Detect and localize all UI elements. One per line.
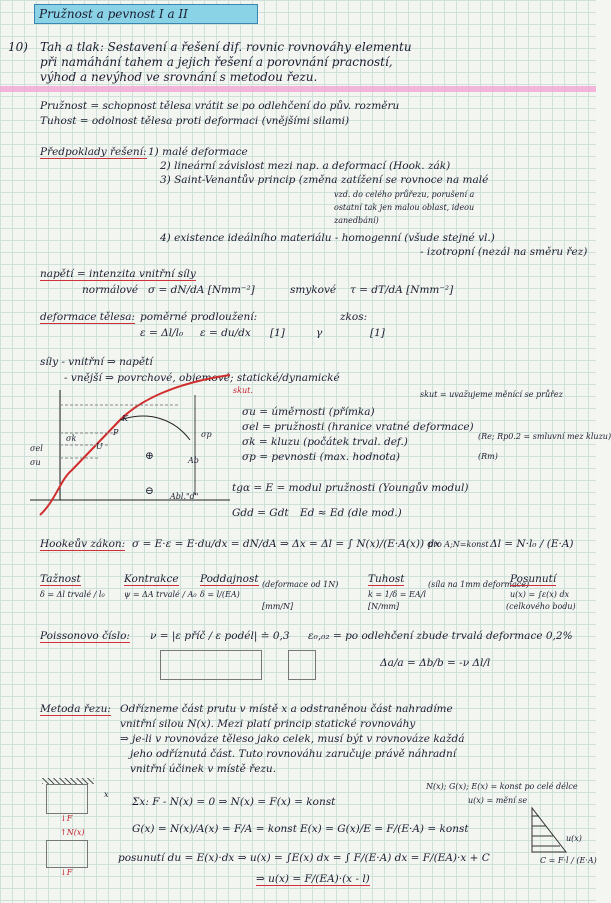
deformace-unit-2: [1] <box>370 327 385 339</box>
poisson-f2: Δa/a = Δb/b = -ν Δl/l <box>380 657 491 669</box>
box-note: (celkového bodu) <box>506 602 576 611</box>
metoda-eps: E(x) = G(x)/E = F/(E·A) = konst <box>300 823 469 835</box>
deformace-f2: ε = du/dx <box>200 327 251 339</box>
box-note: (síla na 1mm deformace) <box>428 580 530 589</box>
diagram-label-sk: σk <box>66 434 77 443</box>
diagram-rm: (Rm) <box>478 452 498 461</box>
sily-vnejsi: - vnější ⇒ povrchové, objemové; statické/dynamické <box>64 372 340 384</box>
metoda-side-note: N(x); G(x); E(x) = konst po celé délce <box>426 782 578 791</box>
metoda-sum: Σx: F - N(x) = 0 ⇒ N(x) = F(x) = konst <box>132 796 336 808</box>
box-formula: k = 1/δ = EA/l <box>368 590 426 599</box>
def-tuhost: Tuhost = odolnost tělesa proti deformaci (vnějšími silami) <box>40 115 350 127</box>
diagram-label-k: K <box>122 414 128 423</box>
diagram-edef: Ed ≈ Ed (dle mod.) <box>300 507 402 519</box>
napeti-normal-label: normálové <box>82 284 139 296</box>
box-formula: ψ = ΔA trvalé / A₀ <box>124 590 197 599</box>
metoda-line: vnitřní silou N(x). Mezi platí princip statické rovnováhy <box>120 718 416 730</box>
def-pruznost: Pružnost = schopnost tělesa vrátit se po odlehčení do pův. rozměru <box>40 100 400 112</box>
metoda-line: ⇒ je-li v rovnováze těleso jako celek, musí být v rovnováze každá <box>120 733 465 745</box>
metoda-line: vnitřní účinek v místě řezu. <box>130 763 277 775</box>
predpoklady-item: 1) malé deformace <box>148 146 248 158</box>
diagram-label-abl: Abl."d" <box>170 492 199 501</box>
deformace-unit-1: [1] <box>270 327 285 339</box>
fig-x: x <box>104 790 109 799</box>
predpoklady-item: 4) existence ideálního materiálu - homogenní (všude stejné vl.) <box>160 232 495 244</box>
question-number: 10) <box>8 40 28 54</box>
deformace-label: deformace tělesa: <box>40 311 136 323</box>
metoda-line: jeho odříznutá část. Tuto rovnováhu zaručuje právě náhradní <box>130 748 457 760</box>
predpoklady-label: Předpoklady řešení: <box>40 146 147 158</box>
diagram-re: (Re; Rp0.2 = smluvní mez kluzu) <box>478 432 611 441</box>
napeti-shear-formula: τ = dT/dA [Nmm⁻²] <box>350 284 454 296</box>
fig-force-down: ↓F <box>60 814 73 823</box>
diagram-point: σp = pevnosti (max. hodnota) <box>242 451 400 463</box>
hooke-pro: pro A;N=konst <box>428 540 489 549</box>
box-title: Poddajnost <box>200 573 259 585</box>
diagram-label-su: σu <box>30 458 41 467</box>
poisson-e002: ε₀,₀₂ = po odlehčení zbude trvalá deformace 0,2% <box>308 630 573 642</box>
poisson-label: Poissonovo číslo: <box>40 630 130 642</box>
fig-ux: u(x) <box>566 834 582 843</box>
box-unit: [N/mm] <box>368 602 400 611</box>
predpoklady-item: ostatní tak jen malou oblast, ideou <box>334 203 475 212</box>
metoda-label: Metoda řezu: <box>40 703 111 715</box>
predpoklady-item: vzd. do celého průřezu, porušení a <box>334 190 475 199</box>
diagram-minus: ⊖ <box>145 485 154 497</box>
diagram-tg: tgα = E = modul pružnosti (Youngův modul) <box>232 482 469 494</box>
metoda-side-note: u(x) = mění se <box>468 796 528 805</box>
diagram-skut-note: skut = uvažujeme měnící se průřez <box>420 390 563 399</box>
diagram-plus: ⊕ <box>145 450 154 462</box>
napeti-shear-label: smykové <box>290 284 337 296</box>
diagram-label-u: U <box>96 442 103 451</box>
metoda-posun2: ⇒ u(x) = F/(EA)·(x - l) <box>256 873 370 885</box>
deformace-f1: ε = Δl/l₀ <box>140 327 184 339</box>
metoda-posun1: posunutí du = E(x)·dx ⇒ u(x) = ∫E(x) dx = ∫ F/(E·A) dx = F/(EA)·x + C <box>118 852 490 864</box>
napeti-normal-formula: σ = dN/dA [Nmm⁻²] <box>148 284 255 296</box>
diagram-label-sp: σp <box>201 430 212 439</box>
diagram-point: σu = úměrnosti (přímka) <box>242 406 375 418</box>
fig-normal-force: ↑N(x) <box>60 828 85 837</box>
box-unit: [mm/N] <box>262 602 294 611</box>
box-note: (deformace od 1N) <box>262 580 339 589</box>
predpoklady-item: 2) lineární závislost mezi nap. a deformací (Hook. zák) <box>160 160 451 172</box>
diagram-label-p: P <box>113 428 119 437</box>
predpoklady-item: - izotropní (nezál na směru řez) <box>420 246 588 258</box>
fig-force-down-2: ↓F <box>60 868 73 877</box>
box-formula: δ = Δl trvalé / l₀ <box>40 590 105 599</box>
box-formula: u(x) = ∫ε(x) dx <box>510 590 570 599</box>
box-formula: δ = l/(EA) <box>200 590 240 599</box>
box-title: Tuhost <box>368 573 405 585</box>
hooke-formula: σ = E·ε = E·du/dx = dN/dA ⇒ Δx = Δl = ∫ N(x)/(E·A(x)) dx <box>132 538 441 550</box>
predpoklady-item: zanedbání) <box>334 216 379 225</box>
sily-vnitrni: síly - vnitřní ⇒ napětí <box>40 356 153 368</box>
hooke-dl: Δl = N·l₀ / (E·A) <box>490 538 574 550</box>
question-line-3: výhod a nevýhod ve srovnání s metodou řezu. <box>40 70 318 84</box>
deformace-gamma: γ <box>316 327 323 339</box>
question-line-2: při namáhání tahem a jejich řešení a porovnání pracností, <box>40 55 393 69</box>
diagram-label-ab: Ab <box>188 456 199 465</box>
diagram-point: σk = kluzu (počátek trval. def.) <box>242 436 408 448</box>
page-title: Pružnost a pevnost I a II <box>34 4 258 24</box>
diagram-skut: skut. <box>233 386 253 395</box>
box-title: Tažnost <box>40 573 81 585</box>
deformace-pomerne: poměrné prodloužení: <box>140 311 258 323</box>
metoda-sigma: G(x) = N(x)/A(x) = F/A = konst <box>132 823 297 835</box>
hooke-label: Hookeův zákon: <box>40 538 126 550</box>
poisson-formula: ν = |ε příč / ε podél| ≐ 0,3 <box>150 630 290 642</box>
metoda-line: Odřízneme část prutu v místě x a odstraněnou část nahradíme <box>120 703 453 715</box>
metoda-c: C = F·l / (E·A) <box>540 856 597 865</box>
box-title: Posunutí <box>510 573 557 585</box>
deformace-zkos: zkos: <box>340 311 368 323</box>
question-line-1: Tah a tlak: Sestavení a řešení dif. rovnic rovnováhy elementu <box>40 40 412 54</box>
diagram-point: σel = pružnosti (hranice vratné deformace) <box>242 421 474 433</box>
predpoklady-item: 3) Saint-Venantův princip (změna zatížení se rovnoce na malé <box>160 174 489 186</box>
napeti-line: napětí = intenzita vnitřní síly <box>40 268 196 280</box>
diagram-gdd: Gdd = Gdt <box>232 507 289 519</box>
diagram-label-sel: σel <box>30 444 43 453</box>
box-title: Kontrakce <box>124 573 179 585</box>
